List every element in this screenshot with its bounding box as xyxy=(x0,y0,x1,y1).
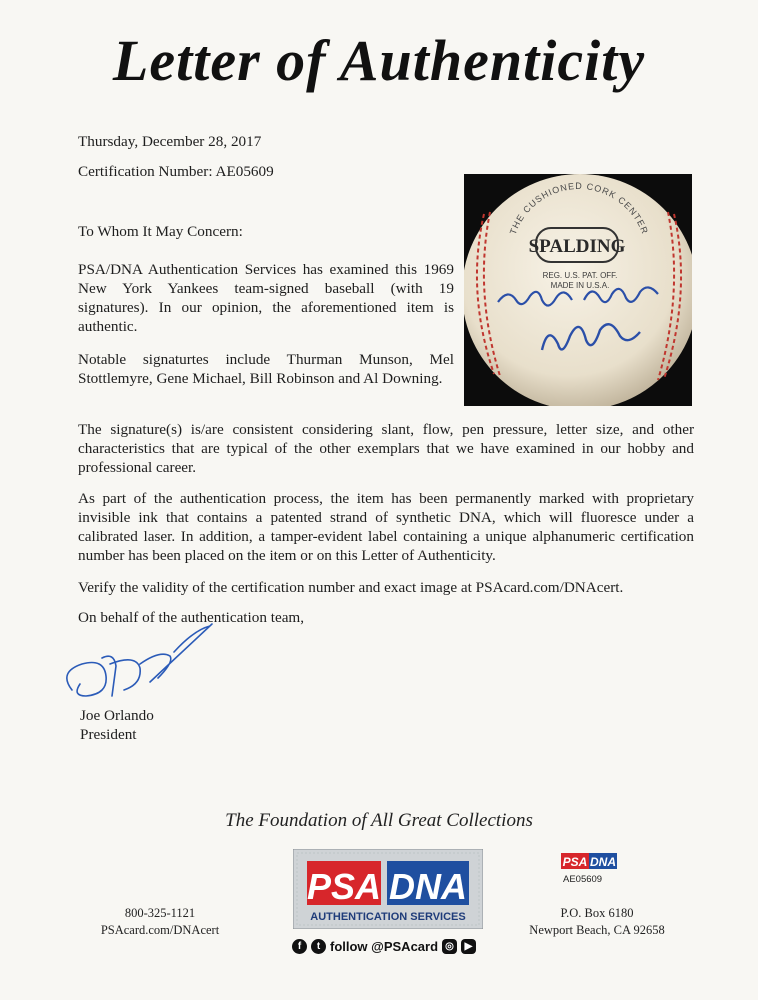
paragraph-verify: Verify the validity of the certification number and exact image at PSAcard.com/DNAcert. xyxy=(78,579,624,596)
ball-stamp-reg: REG. U.S. PAT. OFF. xyxy=(542,271,618,280)
closing-line: On behalf of the authentication team, xyxy=(78,609,305,626)
baseball xyxy=(464,174,692,406)
twitter-icon[interactable]: t xyxy=(311,939,326,954)
tagline: The Foundation of All Great Collections xyxy=(225,810,533,831)
footer-contact xyxy=(90,905,230,939)
letter-title xyxy=(0,18,758,108)
footer-po-box: P.O. Box 6180 xyxy=(560,906,634,920)
president-signature xyxy=(54,618,224,715)
baseball-photo xyxy=(464,174,692,406)
ball-stamp-top: THE CUSHIONED CORK CENTER xyxy=(507,181,651,236)
social-handle[interactable]: follow @PSAcard xyxy=(330,938,439,954)
psa-dna-logo xyxy=(293,849,483,929)
footer-website: PSAcard.com/DNAcert xyxy=(100,923,220,937)
footer-city: Newport Beach, CA 92658 xyxy=(529,923,665,937)
logo-dna-text: DNA xyxy=(389,866,467,907)
ball-brand: SPALDING xyxy=(528,236,626,257)
instagram-icon[interactable]: ◎ xyxy=(442,939,457,954)
signer-name: Joe Orlando xyxy=(80,707,154,724)
greeting: To Whom It May Concern: xyxy=(78,223,243,240)
signer-title: President xyxy=(80,726,137,743)
footer-phone: 800-325-1121 xyxy=(124,906,196,920)
letter-title-text: Letter of Authenticity xyxy=(112,28,646,93)
logo-subtitle: AUTHENTICATION SERVICES xyxy=(310,911,466,923)
certification-number: Certification Number: AE05609 xyxy=(78,163,274,180)
label-dna: DNA xyxy=(590,855,616,869)
social-row xyxy=(292,936,488,956)
facebook-icon[interactable]: f xyxy=(292,939,307,954)
footer-address xyxy=(522,905,672,939)
youtube-icon[interactable]: ▶ xyxy=(461,939,476,954)
paragraph-process: As part of the authentication process, the item has been permanently marked with proprietary invisible ink that contains a patented strand of synthetic DNA, which will fluoresce under a calibrated laser. In addition, a tamper-evident label containing a unique alphanumeric certification number has been placed on the item or on this Letter of Authenticity. xyxy=(78,490,694,564)
ball-stamp-made: MADE IN U.S.A. xyxy=(550,281,610,290)
paragraph-consistency: The signature(s) is/are consistent considering slant, flow, pen pressure, letter size, and other characteristics that are typical of the other exemplars that we have examined in our hobby and professional career. xyxy=(78,421,694,476)
letter-date: Thursday, December 28, 2017 xyxy=(78,133,262,150)
logo-psa-text: PSA xyxy=(306,866,382,907)
label-code: AE05609 xyxy=(563,874,603,885)
paragraph-notable-signatures: Notable signaturtes include Thurman Munson, Mel Stottlemyre, Gene Michael, Bill Robinson and Al Downing. xyxy=(78,351,454,387)
paragraph-examination: PSA/DNA Authentication Services has examined this 1969 New York Yankees team-signed baseball (with 19 signatures). In our opinion, the aforementioned item is authentic. xyxy=(78,261,454,335)
label-psa: PSA xyxy=(562,855,588,869)
